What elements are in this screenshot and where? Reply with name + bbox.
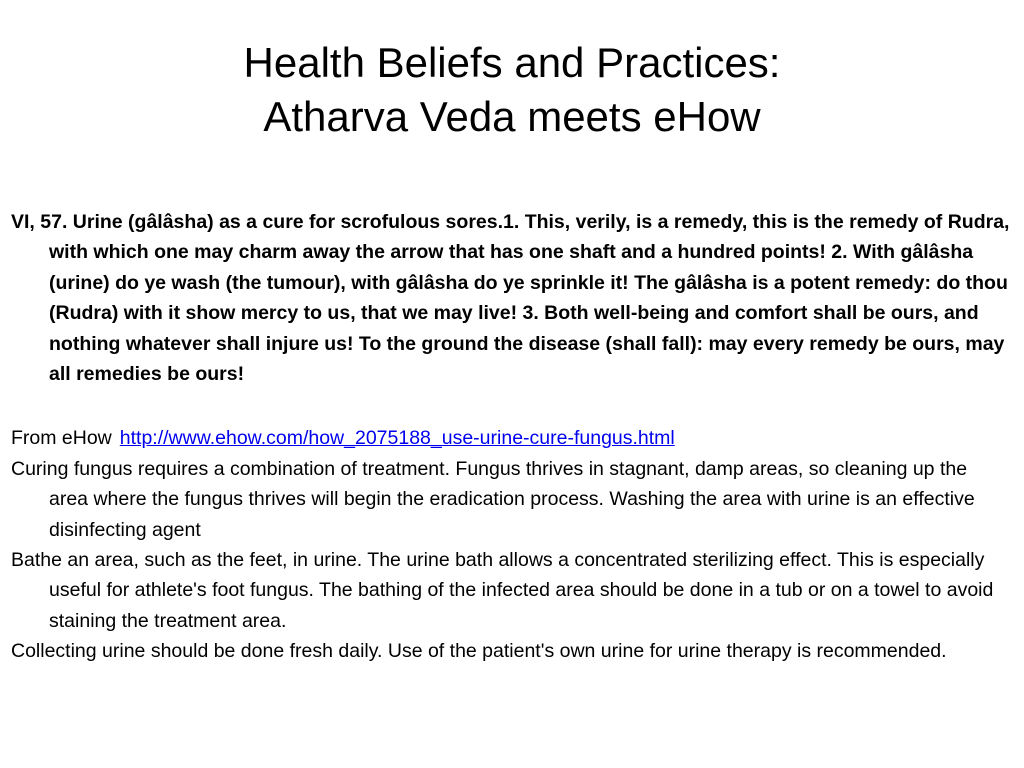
source-label: From eHow — [11, 427, 112, 450]
title-line-1: Health Beliefs and Practices: — [243, 39, 781, 86]
veda-verse-paragraph: VI, 57. Urine (gâlâsha) as a cure for scrofulous sores.1. This, verily, is a remedy, this is the remedy of Rudra, with which one may charm away the arrow that has one shaft and a hundred points! 2. With gâlâsha (urine) do ye wash (the tumour), with gâlâsha do ye sprinkle it! The gâlâsha is a potent remedy: do thou (Rudra) with it show mercy to us, that we may live! 3. Both well-being and comfort shall be ours, and nothing whatever shall injure us! To the ground the disease (shall fall): may every remedy be ours, may all remedies be ours! — [11, 211, 1010, 386]
ehow-link[interactable]: http://www.ehow.com/how_2075188_use-urine-cure-fungus.html — [119, 427, 675, 450]
slide-title — [0, 36, 1024, 144]
ehow-paragraph-3: Collecting urine should be done fresh daily. Use of the patient's own urine for urine therapy is recommended. — [11, 640, 947, 663]
slide-body — [11, 207, 1011, 667]
source-line — [11, 423, 1011, 453]
paragraph-gap — [11, 389, 1011, 423]
ehow-paragraph-2: Bathe an area, such as the feet, in urine. The urine bath allows a concentrated sterilizing effect. This is especially useful for athlete's foot fungus. The bathing of the infected area should be done in a tub or on a towel to avoid staining the treatment area. — [11, 549, 994, 632]
title-line-2: Atharva Veda meets eHow — [263, 93, 761, 140]
ehow-paragraph-1: Curing fungus requires a combination of treatment. Fungus thrives in stagnant, damp areas, so cleaning up the area where the fungus thrives will begin the eradication process. Washing the area with urine is an effective disinfecting agent — [11, 457, 975, 541]
